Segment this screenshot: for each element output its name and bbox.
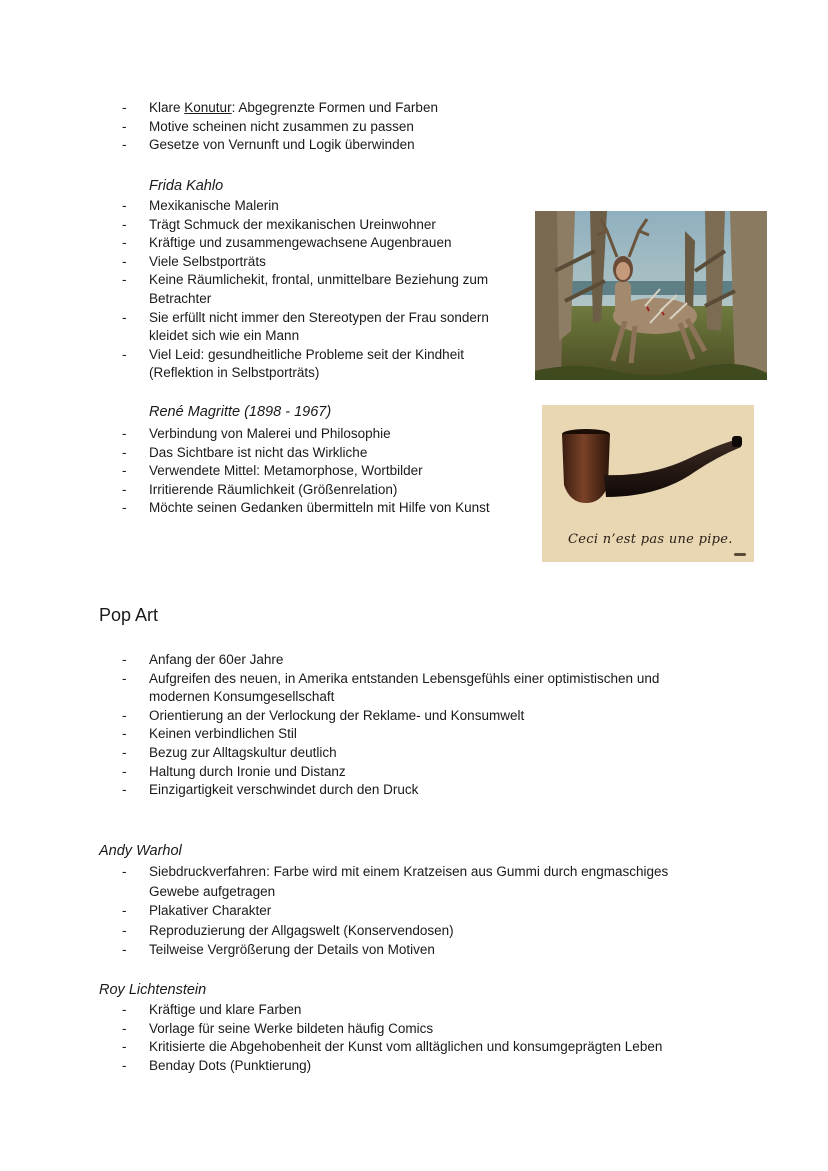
list-item: - Benday Dots (Punktierung)	[122, 1057, 722, 1076]
popart-list	[122, 651, 702, 800]
intro-list	[122, 99, 522, 155]
painting-wounded-deer-icon	[535, 211, 767, 380]
painting-caption: Ceci n’est pas une pipe.	[568, 532, 733, 547]
list-item: - Keinen verbindlichen Stil	[122, 725, 702, 744]
list-item: - Vorlage für seine Werke bildeten häufig Comics	[122, 1020, 722, 1039]
magritte-heading: René Magritte (1898 - 1967)	[149, 404, 332, 420]
list-item: - Keine Räumlichekit, frontal, unmittelbare Beziehung zum Betrachter	[122, 271, 514, 308]
list-item: - Motive scheinen nicht zusammen zu passen	[122, 118, 522, 137]
list-item: - Verwendete Mittel: Metamorphose, Wortbilder	[122, 462, 522, 481]
list-item: - Orientierung an der Verlockung der Reklame- und Konsumwelt	[122, 707, 702, 726]
list-item: - Einzigartigkeit verschwindet durch den Druck	[122, 781, 702, 800]
list-item: - Kritisierte die Abgehobenheit der Kunst vom alltäglichen und konsumgeprägten Leben	[122, 1038, 722, 1057]
list-item: - Siebdruckverfahren: Farbe wird mit einem Kratzeisen aus Gummi durch engmaschiges Gewebe aufgetragen	[122, 862, 702, 901]
popart-heading: Pop Art	[99, 605, 159, 625]
list-item: - Trägt Schmuck der mexikanischen Ureinwohner	[122, 216, 514, 235]
magritte-list	[122, 425, 522, 518]
list-item: - Irritierende Räumlichkeit (Größenrelation)	[122, 481, 522, 500]
list-item: - Möchte seinen Gedanken übermitteln mit Hilfe von Kunst	[122, 499, 522, 518]
list-item: - Viel Leid: gesundheitliche Probleme seit der Kindheit (Reflektion in Selbstporträts)	[122, 346, 514, 383]
list-item: - Kräftige und klare Farben	[122, 1001, 722, 1020]
magritte-painting	[542, 405, 754, 562]
warhol-list	[122, 862, 702, 960]
kahlo-heading: Frida Kahlo	[149, 178, 224, 194]
list-item: - Reproduzierung der Allgagswelt (Konservendosen)	[122, 921, 702, 941]
list-item: - Haltung durch Ironie und Distanz	[122, 763, 702, 782]
lichtenstein-list	[122, 1001, 722, 1075]
list-item: - Verbindung von Malerei und Philosophie	[122, 425, 522, 444]
list-item: - Gesetze von Vernunft und Logik überwinden	[122, 136, 522, 155]
signature-mark	[734, 553, 746, 556]
list-item: - Anfang der 60er Jahre	[122, 651, 702, 670]
list-item: - Mexikanische Malerin	[122, 197, 514, 216]
list-item: - Viele Selbstporträts	[122, 253, 514, 272]
list-item: - Teilweise Vergrößerung der Details von Motiven	[122, 940, 702, 960]
list-item: - Bezug zur Alltagskultur deutlich	[122, 744, 702, 763]
list-item: - Plakativer Charakter	[122, 901, 702, 921]
list-item: - Kräftige und zusammengewachsene Augenbrauen	[122, 234, 514, 253]
warhol-heading: Andy Warhol	[99, 843, 182, 859]
list-item: - Klare Konutur: Abgegrenzte Formen und Farben	[122, 99, 522, 118]
kahlo-list	[122, 197, 514, 383]
kahlo-painting	[535, 211, 767, 380]
list-item: - Das Sichtbare ist nicht das Wirkliche	[122, 444, 522, 463]
underlined-term: Konutur	[184, 100, 232, 115]
list-item: - Aufgreifen des neuen, in Amerika entstanden Lebensgefühls einer optimistischen und modernen Konsumgesellschaft	[122, 670, 702, 707]
list-item: - Sie erfüllt nicht immer den Stereotypen der Frau sondern kleidet sich wie ein Mann	[122, 309, 514, 346]
lichtenstein-heading: Roy Lichtenstein	[99, 982, 207, 998]
